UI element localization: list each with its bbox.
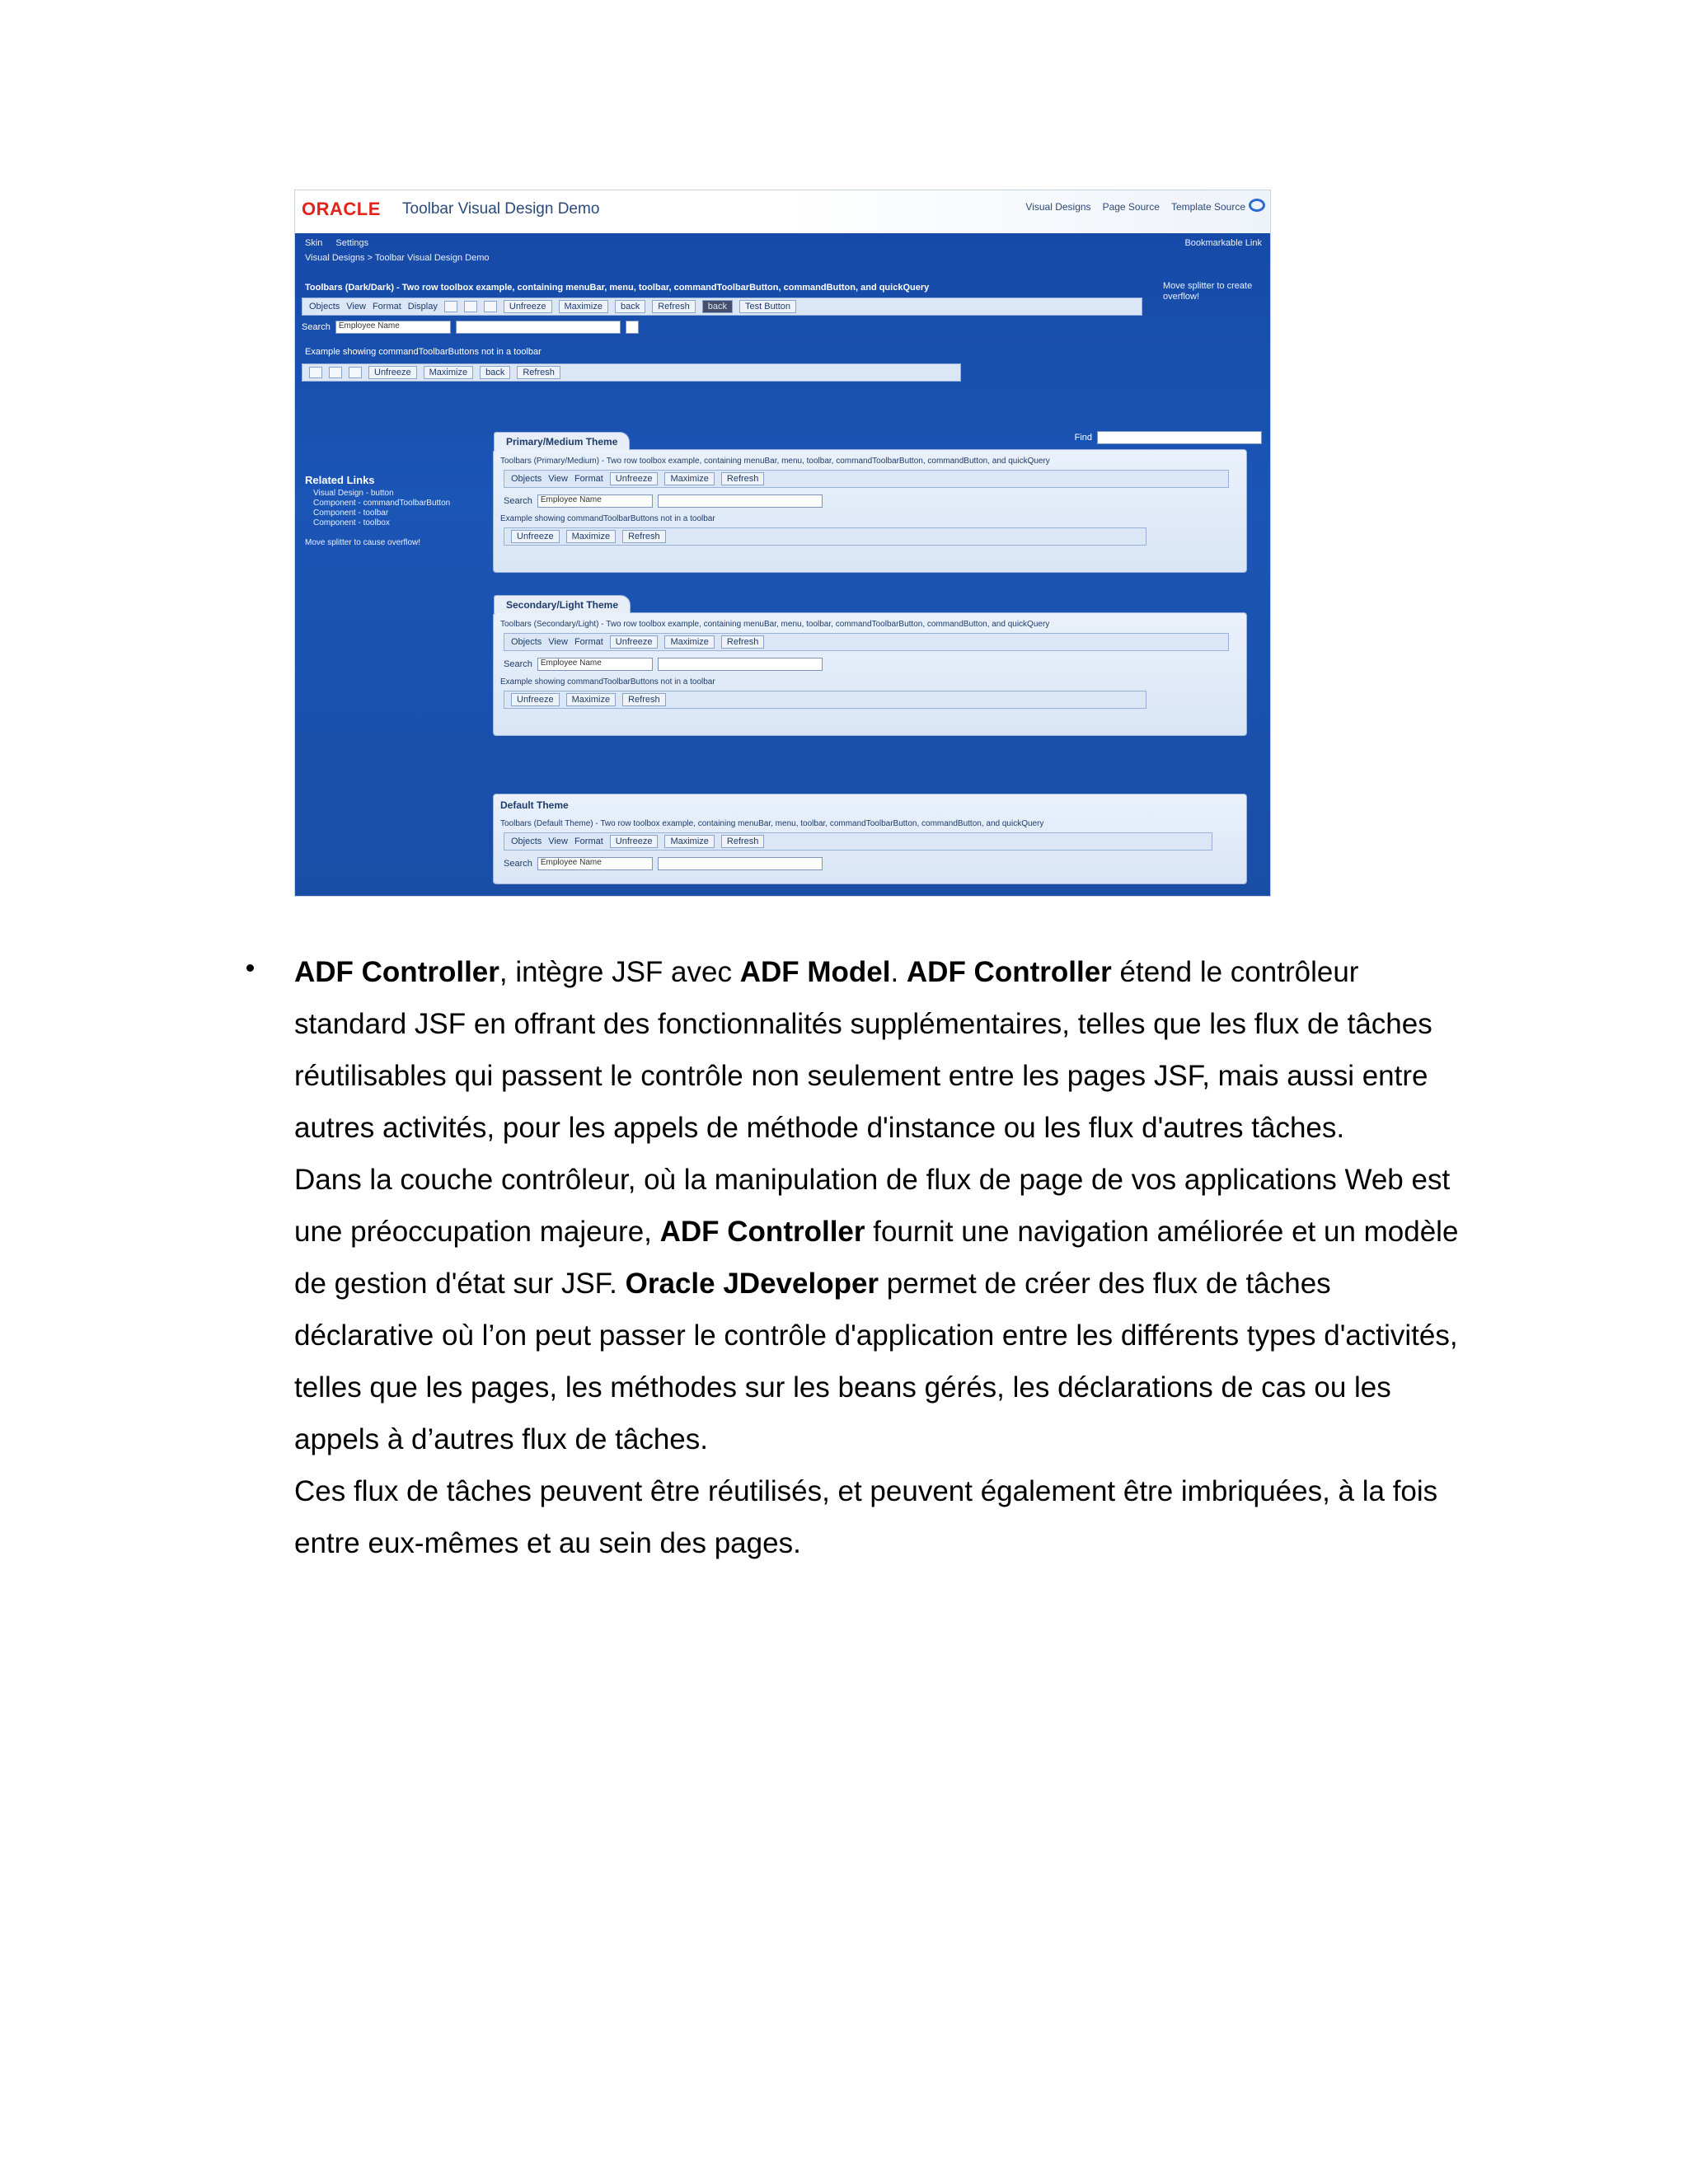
refresh-button[interactable]: Refresh xyxy=(622,530,666,543)
splitter-hint: Move splitter to create overflow! xyxy=(1163,281,1253,302)
panel-description: Toolbars (Primary/Medium) - Two row toolbox example, containing menuBar, menu, toolbar, commandToolbarButton, commandButton, and quickQuery xyxy=(500,457,1050,466)
menu-objects[interactable]: Objects xyxy=(309,302,340,312)
tab-secondary[interactable]: Secondary/Light Theme xyxy=(494,595,631,613)
find-bar xyxy=(1075,431,1262,444)
unfreeze-button[interactable]: Unfreeze xyxy=(610,635,659,649)
menu-view[interactable]: View xyxy=(346,302,366,312)
bullet-icon xyxy=(246,964,254,972)
panel-description: Toolbars (Default Theme) - Two row toolbox example, containing menuBar, menu, toolbar, commandToolbarButton, commandButton, and quickQuery xyxy=(500,819,1044,828)
toolbar-row xyxy=(504,832,1212,851)
menu-view[interactable]: View xyxy=(548,474,568,484)
default-theme-panel xyxy=(493,794,1247,884)
delete-icon[interactable] xyxy=(484,301,497,312)
menu-display[interactable]: Display xyxy=(407,302,438,312)
paragraph-task-flows: Ces flux de tâches peuvent être réutilisés, et peuvent également être imbriquées, à la fois entre eux-mêmes et au sein des pages. xyxy=(294,1475,1438,1559)
refresh-button[interactable]: Refresh xyxy=(721,472,765,485)
unfreeze-button[interactable]: Unfreeze xyxy=(610,472,659,485)
top-link[interactable]: Template Source xyxy=(1170,201,1245,213)
search-row xyxy=(504,855,823,872)
secondary-theme-panel xyxy=(493,599,1247,736)
search-row xyxy=(504,656,823,673)
paragraph-controller-layer xyxy=(294,1154,1465,1465)
top-link[interactable]: Visual Designs xyxy=(1025,201,1091,213)
app-body xyxy=(295,233,1270,897)
back-button[interactable]: back xyxy=(615,300,645,313)
related-links-list xyxy=(313,489,450,528)
search-select[interactable]: Employee Name xyxy=(537,658,653,671)
toolbar-description: Toolbars (Dark/Dark) - Two row toolbox example, containing menuBar, menu, toolbar, commandToolbarButton, commandButton, and quickQuery xyxy=(305,283,930,293)
globe-icon[interactable] xyxy=(1249,199,1265,212)
bold-term: ADF Controller xyxy=(659,1216,865,1248)
menu-format[interactable]: Format xyxy=(574,474,603,484)
maximize-button[interactable]: Maximize xyxy=(424,366,473,379)
example-label: Example showing commandToolbarButtons not in a toolbar xyxy=(305,347,542,357)
bookmark-link[interactable]: Bookmarkable Link xyxy=(1184,238,1262,248)
menu-objects[interactable]: Objects xyxy=(511,837,542,846)
refresh-button[interactable]: Refresh xyxy=(721,635,765,649)
text-run: . xyxy=(890,956,907,988)
document-body xyxy=(294,946,1465,1569)
menu-format[interactable]: Format xyxy=(372,302,401,312)
maximize-button[interactable]: Maximize xyxy=(664,472,714,485)
search-row xyxy=(302,319,639,335)
menu-objects[interactable]: Objects xyxy=(511,637,542,647)
oracle-logo: ORACLE xyxy=(302,199,381,219)
command-buttons-row xyxy=(504,527,1146,546)
refresh-button[interactable]: Refresh xyxy=(622,693,666,706)
menu-view[interactable]: View xyxy=(548,837,568,846)
top-link[interactable]: Page Source xyxy=(1102,201,1160,213)
toolbar-row xyxy=(302,298,1142,316)
embedded-screenshot xyxy=(294,190,1271,897)
find-input[interactable] xyxy=(1097,431,1262,444)
maximize-button[interactable]: Maximize xyxy=(566,530,616,543)
pencil-icon[interactable] xyxy=(464,301,477,312)
unfreeze-button[interactable]: Unfreeze xyxy=(610,835,659,848)
refresh-button[interactable]: Refresh xyxy=(721,835,765,848)
unfreeze-button[interactable]: Unfreeze xyxy=(511,530,560,543)
back-button[interactable]: back xyxy=(480,366,510,379)
find-label: Find xyxy=(1074,433,1092,443)
text-run: étend le contrôleur standard JSF en offrant des fonctionnalités supplémentaires, telles que les flux de tâches réutilisables qui passent le contrôle non seulement entre les pages JSF, mais aussi entre autres activités, pour les appels de méthode d'instance ou les flux d'autres tâches. xyxy=(294,956,1432,1144)
search-label: Search xyxy=(504,859,532,869)
app-title: Toolbar Visual Design Demo xyxy=(402,200,600,218)
panel-description: Toolbars (Secondary/Light) - Two row toolbox example, containing menuBar, menu, toolbar, commandToolbarButton, commandButton, and quickQuery xyxy=(500,620,1050,629)
command-buttons-row xyxy=(504,691,1146,709)
bold-term: Oracle JDeveloper xyxy=(625,1268,879,1300)
app-header xyxy=(295,190,1270,233)
bold-term: ADF Controller xyxy=(906,956,1112,988)
unfreeze-button[interactable]: Unfreeze xyxy=(368,366,417,379)
tool-icon[interactable] xyxy=(444,301,457,312)
related-links-title: Related Links xyxy=(305,474,375,486)
menu-settings[interactable]: Settings xyxy=(335,238,369,248)
menu-view[interactable]: View xyxy=(548,637,568,647)
search-select[interactable]: Employee Name xyxy=(537,494,653,508)
search-input[interactable] xyxy=(456,321,621,334)
menu-skin[interactable]: Skin xyxy=(305,238,323,248)
related-link[interactable]: Component - toolbox xyxy=(313,518,390,527)
search-select[interactable]: Employee Name xyxy=(537,857,653,870)
related-link[interactable]: Component - commandToolbarButton xyxy=(313,499,451,508)
search-label: Search xyxy=(504,496,532,506)
search-input[interactable] xyxy=(658,658,823,671)
tool-icon[interactable] xyxy=(309,367,322,378)
text-run: , intègre JSF avec xyxy=(499,956,740,988)
menu-format[interactable]: Format xyxy=(574,637,603,647)
search-label: Search xyxy=(302,322,331,332)
menu-format[interactable]: Format xyxy=(574,837,603,846)
toolbar-row xyxy=(504,633,1229,651)
delete-icon[interactable] xyxy=(349,367,362,378)
text-run: permet de créer des flux de tâches déclarative où l’on peut passer le contrôle d'application entre les différents types d'activités, telles que les pages, les méthodes sur les beans gérés, les déclarations de cas ou les appels à d’autres flux de tâches. xyxy=(294,1268,1458,1455)
tab-default[interactable]: Default Theme xyxy=(500,799,569,811)
pencil-icon[interactable] xyxy=(329,367,342,378)
maximize-button[interactable]: Maximize xyxy=(664,835,714,848)
maximize-button[interactable]: Maximize xyxy=(664,635,714,649)
example-label: Example showing commandToolbarButtons not in a toolbar xyxy=(500,677,715,687)
unfreeze-button[interactable]: Unfreeze xyxy=(511,693,560,706)
related-link[interactable]: Component - toolbar xyxy=(313,509,389,518)
refresh-button[interactable]: Refresh xyxy=(652,300,696,313)
refresh-button[interactable]: Refresh xyxy=(517,366,560,379)
toolbar-row xyxy=(504,470,1229,488)
search-row xyxy=(504,493,823,509)
menu-objects[interactable]: Objects xyxy=(511,474,542,484)
tab-primary[interactable]: Primary/Medium Theme xyxy=(494,432,630,450)
text-run: Dans la couche contrôleur, où la manipulation de flux de page de vos applications Web est une préoccupation majeure, xyxy=(294,1164,1451,1248)
bold-term: ADF Controller xyxy=(294,956,499,988)
search-input[interactable] xyxy=(658,857,823,870)
unfreeze-button[interactable]: Unfreeze xyxy=(504,300,552,313)
command-buttons-row xyxy=(302,363,961,382)
text-run: fournit une navigation améliorée et un modèle de gestion d'état sur JSF. xyxy=(294,1216,1459,1300)
search-input[interactable] xyxy=(658,494,823,508)
maximize-button[interactable]: Maximize xyxy=(566,693,616,706)
test-button[interactable]: Test Button xyxy=(739,300,796,313)
search-select[interactable]: Employee Name xyxy=(335,321,451,334)
back-button[interactable]: back xyxy=(702,300,733,313)
maximize-button[interactable]: Maximize xyxy=(559,300,608,313)
related-link[interactable]: Visual Design - button xyxy=(313,489,394,498)
breadcrumb[interactable]: Visual Designs > Toolbar Visual Design Demo xyxy=(305,253,490,263)
overflow-hint: Move splitter to cause overflow! xyxy=(305,538,421,547)
go-icon[interactable] xyxy=(626,321,639,334)
top-links xyxy=(1025,201,1245,213)
search-label: Search xyxy=(504,659,532,669)
menu-bar xyxy=(305,238,368,248)
paragraph-adf-controller xyxy=(294,946,1465,1154)
bold-term: ADF Model xyxy=(739,956,891,988)
example-label: Example showing commandToolbarButtons not in a toolbar xyxy=(500,514,715,523)
